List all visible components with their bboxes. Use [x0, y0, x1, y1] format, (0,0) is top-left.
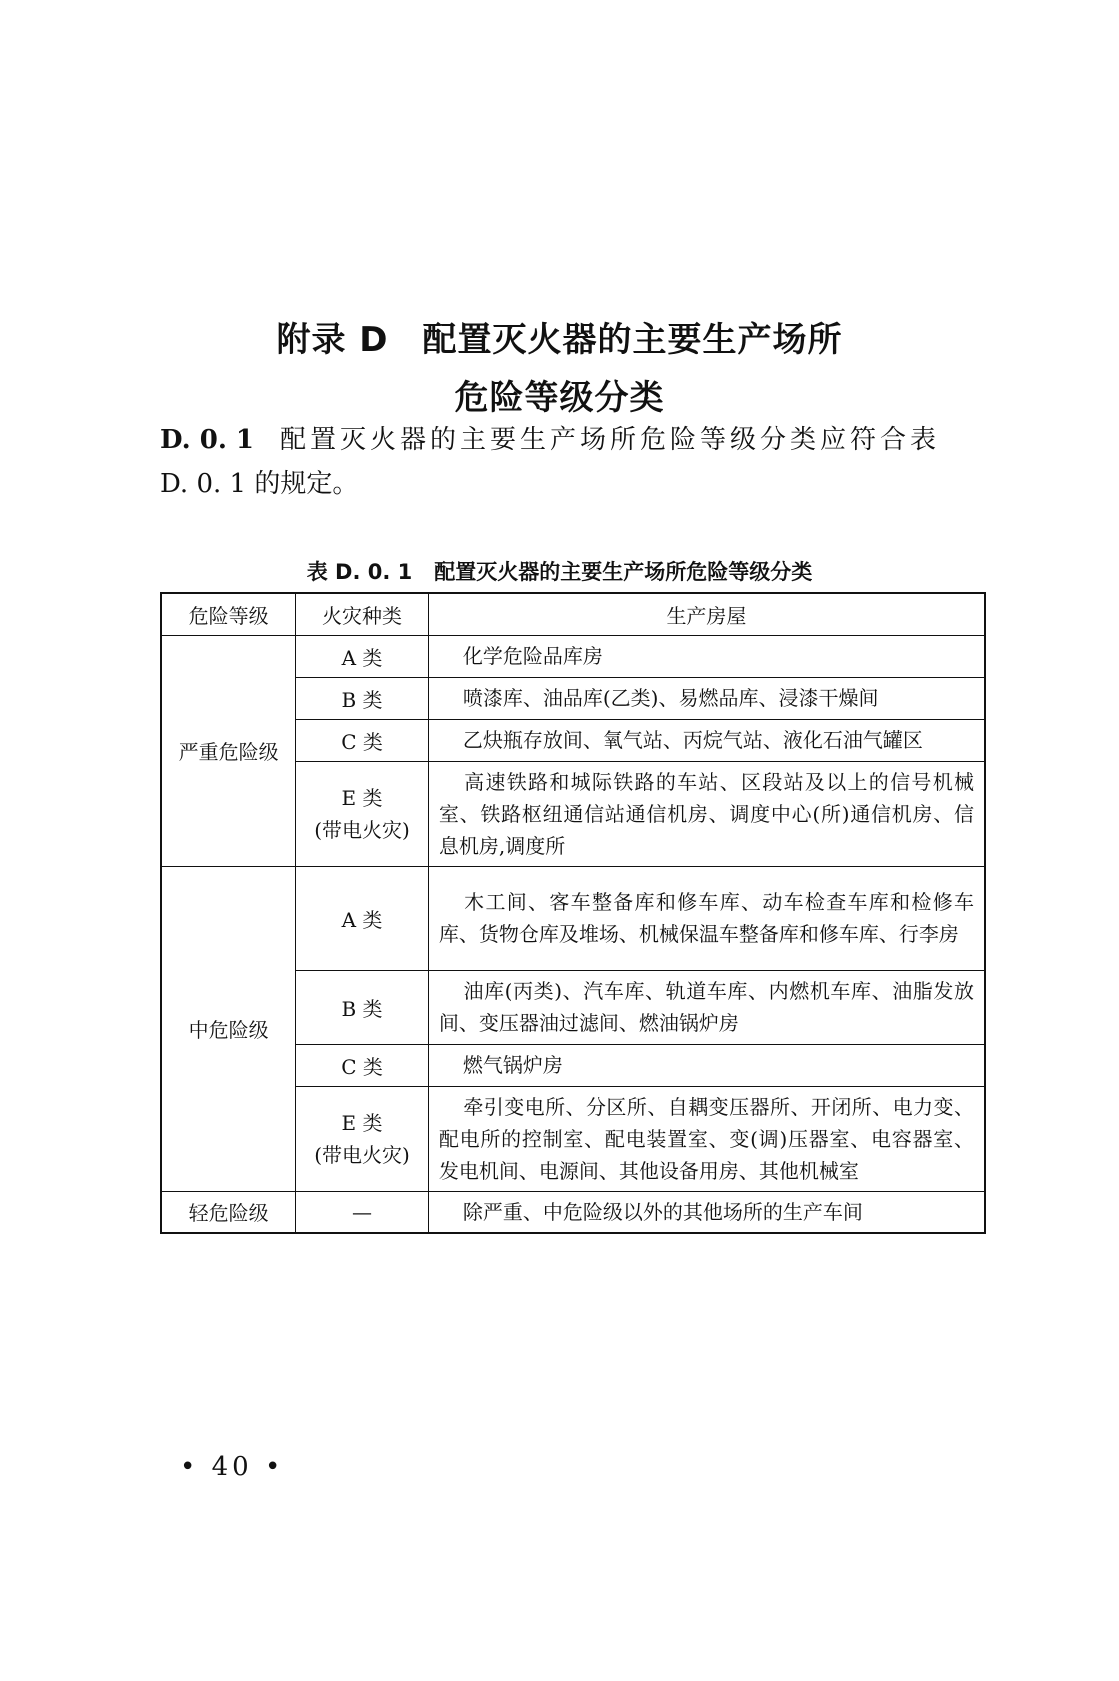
- table-row: [161, 866, 985, 970]
- description-cell: [428, 635, 985, 677]
- header-production-building: 生产房屋: [428, 593, 985, 635]
- table-caption: [0, 556, 1119, 586]
- category-note: (带电火灾): [314, 1142, 410, 1167]
- category-cell: —: [296, 1191, 429, 1233]
- clause-text-line2: D. 0. 1 的规定。: [160, 469, 359, 499]
- category-cell: [296, 761, 429, 866]
- description-cell: [428, 970, 985, 1044]
- category-cell: [296, 1086, 429, 1191]
- level-cell-light: 轻危险级: [161, 1191, 296, 1233]
- table-row: [161, 1191, 985, 1233]
- table-header-row: [161, 593, 985, 635]
- level-cell-medium: 中危险级: [161, 866, 296, 1191]
- clause-paragraph: [160, 418, 990, 462]
- description-text: 化学危险品库房: [462, 644, 603, 668]
- description-text: 乙炔瓶存放间、氧气站、丙烷气站、液化石油气罐区: [462, 728, 923, 752]
- description-cell: [428, 719, 985, 761]
- description-text: 燃气锅炉房: [462, 1053, 563, 1077]
- category-note: (带电火灾): [314, 817, 410, 842]
- page-number: • 40 •: [180, 1452, 285, 1482]
- appendix-title-text: 配置灭火器的主要生产场所: [422, 320, 843, 360]
- description-cell: [428, 1191, 985, 1233]
- hazard-classification-table: [160, 592, 986, 1234]
- clause-number: D. 0. 1: [160, 425, 255, 455]
- category-label: E 类: [341, 1110, 383, 1135]
- table-caption-number: 表 D. 0. 1: [306, 560, 413, 584]
- description-text: 喷漆库、油品库(乙类)、易燃品库、浸漆干燥间: [462, 686, 879, 710]
- table-caption-title: 配置灭火器的主要生产场所危险等级分类: [434, 560, 813, 584]
- category-cell: A 类: [296, 866, 429, 970]
- category-cell: C 类: [296, 719, 429, 761]
- description-text: 高速铁路和城际铁路的车站、区段站及以上的信号机械室、铁路枢纽通信站通信机房、调度中心(所)通信机房、信息机房,调度所: [438, 769, 974, 858]
- appendix-title-line2: 危险等级分类: [454, 378, 665, 418]
- description-text: 牵引变电所、分区所、自耦变压器所、开闭所、电力变、配电所的控制室、配电装置室、变(调)压器室、电容器室、发电机间、电源间、其他设备用房、其他机械室: [438, 1094, 974, 1183]
- clause-text-line1: 配置灭火器的主要生产场所危险等级分类应符合表: [280, 425, 941, 455]
- level-cell-severe: 严重危险级: [161, 635, 296, 866]
- description-text: 油库(丙类)、汽车库、轨道车库、内燃机车库、油脂发放间、变压器油过滤间、燃油锅炉房: [438, 979, 974, 1035]
- category-cell: B 类: [296, 970, 429, 1044]
- appendix-title-line1: [0, 312, 1119, 361]
- category-cell: A 类: [296, 635, 429, 677]
- appendix-label: 附录 D: [276, 320, 389, 360]
- description-cell: [428, 761, 985, 866]
- description-cell: [428, 1044, 985, 1086]
- category-cell: C 类: [296, 1044, 429, 1086]
- header-hazard-level: 危险等级: [161, 593, 296, 635]
- category-label: E 类: [341, 785, 383, 810]
- description-text: 除严重、中危险级以外的其他场所的生产车间: [462, 1199, 863, 1224]
- description-text: 木工间、客车整备库和修车库、动车检查车库和检修车库、货物仓库及堆场、机械保温车整备库和修车库、行李房: [438, 890, 974, 946]
- description-cell: [428, 677, 985, 719]
- description-cell: [428, 1086, 985, 1191]
- description-cell: [428, 866, 985, 970]
- header-fire-type: 火灾种类: [296, 593, 429, 635]
- category-cell: B 类: [296, 677, 429, 719]
- table-row: [161, 635, 985, 677]
